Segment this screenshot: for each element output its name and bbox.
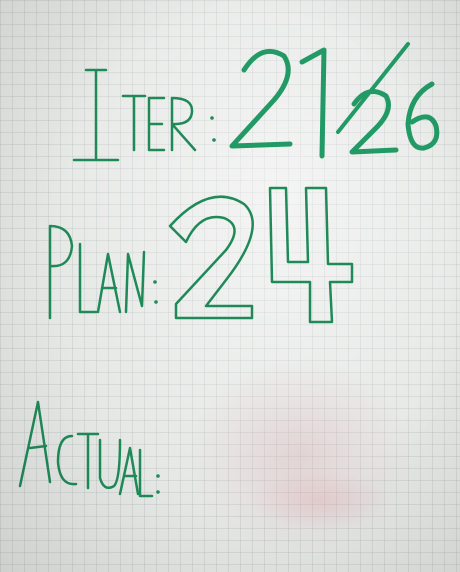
actual-label-handwriting [20, 402, 160, 496]
